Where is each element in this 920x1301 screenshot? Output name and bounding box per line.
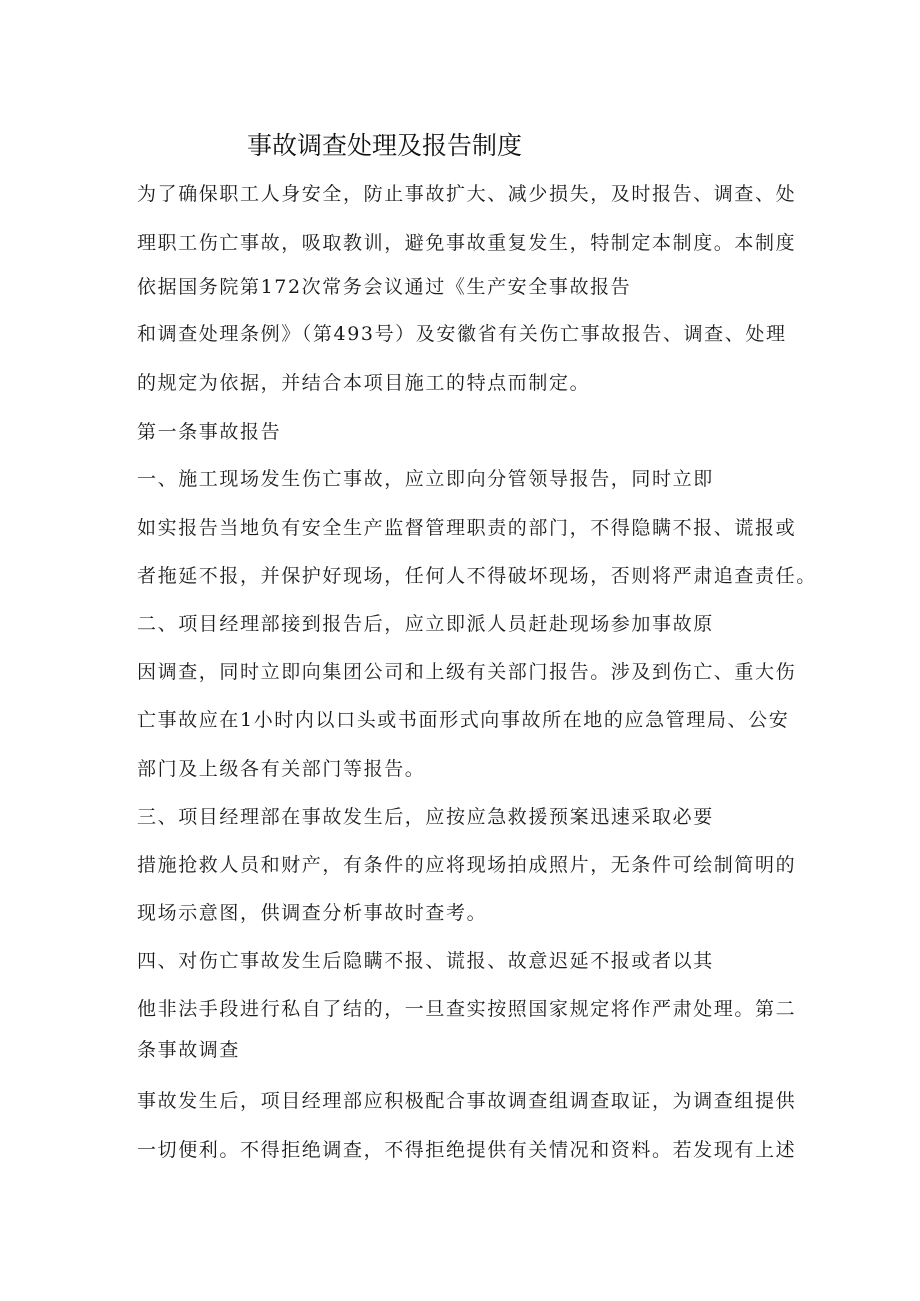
- text-line: 二、项目经理部接到报告后，应立即派人员赶赴现场参加事故原: [137, 613, 714, 635]
- text-line: 四、对伤亡事故发生后隐瞒不报、谎报、故意迟延不报或者以其: [137, 950, 714, 972]
- text-line: 因调查，同时立即向集团公司和上级有关部门报告。涉及到伤亡、重大伤: [137, 661, 797, 683]
- text-line: 事故发生后，项目经理部应积极配合事故调查组调查取证，为调查组提供: [137, 1090, 797, 1112]
- text-line: 的规定为依据，并结合本项目施工的特点而制定。: [137, 372, 591, 394]
- text-line: 部门及上级各有关部门等报告。: [137, 758, 426, 780]
- text-line: 三、项目经理部在事故发生后，应按应急救援预案迅速采取必要: [137, 806, 714, 828]
- text-line: 一、施工现场发生伤亡事故，应立即向分管领导报告，同时立即: [137, 468, 714, 490]
- document-title: 事故调查处理及报告制度: [247, 131, 523, 160]
- text-line: 者拖延不报，并保护好现场，任何人不得破坏现场，否则将严肃追查责任。: [137, 565, 817, 587]
- text-line: 如实报告当地负有安全生产监督管理职责的部门，不得隐瞒不报、谎报或: [137, 517, 797, 539]
- text-line: 措施抢救人员和财产，有条件的应将现场拍成照片，无条件可绘制简明的: [137, 854, 797, 876]
- text-line: 他非法手段进行私自了结的，一旦查实按照国家规定将作严肃处理。第二: [137, 998, 797, 1020]
- section-heading: 条事故调查: [137, 1039, 241, 1061]
- text-line: 亡事故应在1小时内以口头或书面形式向事故所在地的应急管理局、公安: [137, 709, 790, 731]
- text-line: 现场示意图，供调查分析事故时查考。: [137, 902, 488, 924]
- text-line: 和调查处理条例》（第493号）及安徽省有关伤亡事故报告、调查、处理: [137, 323, 787, 345]
- text-line: 为了确保职工人身安全，防止事故扩大、减少损失，及时报告、调查、处: [137, 183, 797, 205]
- section-heading: 第一条事故报告: [137, 421, 282, 443]
- text-line: 理职工伤亡事故，吸取教训，避免事故重复发生，特制定本制度。本制度: [137, 232, 797, 254]
- text-line: 依据国务院第172次常务会议通过《生产安全事故报告: [137, 276, 632, 298]
- text-line: 一切便利。不得拒绝调查，不得拒绝提供有关情况和资料。若发现有上述: [137, 1139, 797, 1161]
